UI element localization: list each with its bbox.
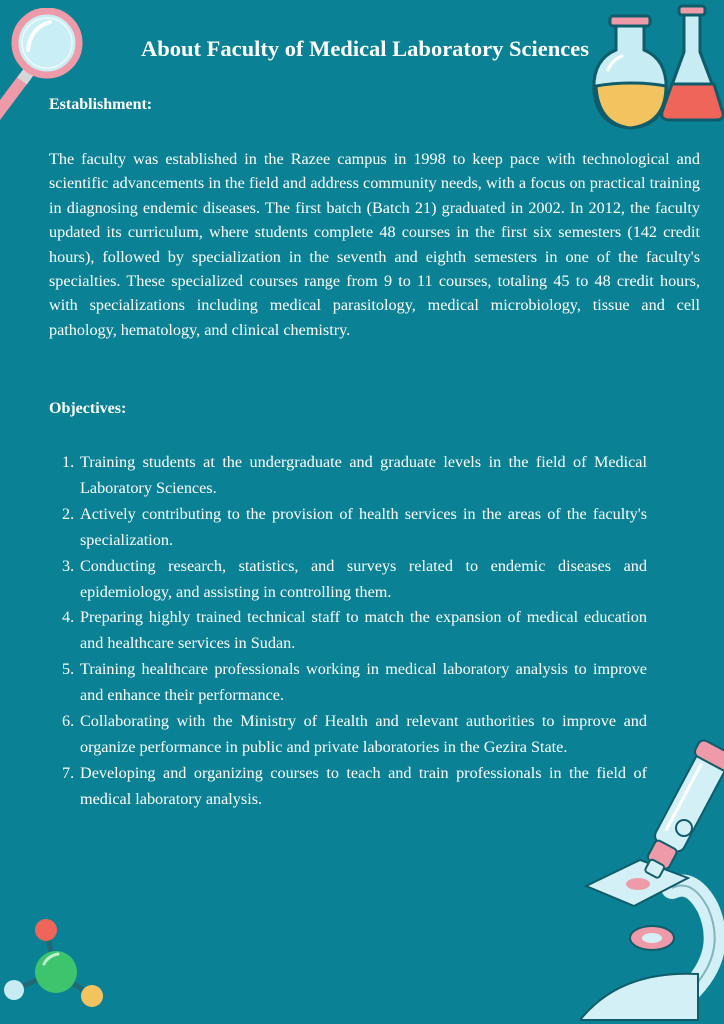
page-title: About Faculty of Medical Laboratory Sciences [140, 36, 590, 61]
list-item-number: 6. [62, 712, 75, 731]
list-item [62, 761, 647, 813]
list-item-number: 5. [62, 660, 75, 679]
list-item-text: Actively contributing to the provision of health services in the areas of the faculty's specialization. [80, 504, 647, 549]
flasks-icon [586, 4, 724, 130]
list-item-number: 7. [62, 763, 75, 782]
establishment-paragraph: The faculty was established in the Razee campus in 1998 to keep pace with technological and scientific advancements in the field and address community needs, with a focus on practical training in diagnosing endemic diseases. The first batch (Batch 21) graduated in 2002. In 2012, the faculty updated its curriculum, where students complete 48 courses in the first six semesters (142 credit hours), followed by specialization in the seventh and eighth semesters in one of the faculty's specialties. These specialized courses range from 9 to 11 courses, totaling 45 to 48 credit hours, with specializations including medical parasitology, medical microbiology, tissue and cell pathology, hematology, and clinical chemistry. [49, 150, 700, 339]
objectives-list [62, 450, 647, 813]
list-item-number: 3. [62, 556, 75, 575]
list-item [62, 554, 647, 606]
objectives-heading: Objectives: [49, 400, 127, 417]
molecule-icon [0, 916, 110, 1016]
list-item-text: Preparing highly trained technical staff to match the expansion of medical education and healthcare services in Sudan. [80, 608, 647, 653]
list-item [62, 709, 647, 761]
list-item [62, 605, 647, 657]
establishment-heading: Establishment: [49, 96, 153, 113]
list-item-text: Collaborating with the Ministry of Health and relevant authorities to improve and organize performance in public and private laboratories in the Gezira State. [80, 712, 647, 756]
list-item-number: 2. [62, 504, 75, 523]
list-item-text: Training students at the undergraduate and graduate levels in the field of Medical Laboratory Sciences. [80, 453, 647, 497]
list-item [62, 450, 647, 502]
list-item-number: 4. [62, 608, 75, 627]
list-item-text: Developing and organizing courses to teach and train professionals in the field of medical laboratory analysis. [80, 763, 647, 808]
list-item-number: 1. [62, 453, 75, 471]
list-item [62, 502, 647, 554]
list-item-text: Training healthcare professionals working in medical laboratory analysis to improve and enhance their performance. [80, 660, 647, 705]
list-item [62, 657, 647, 709]
list-item-text: Conducting research, statistics, and surveys related to endemic diseases and epidemiology, and assisting in controlling them. [80, 556, 647, 601]
